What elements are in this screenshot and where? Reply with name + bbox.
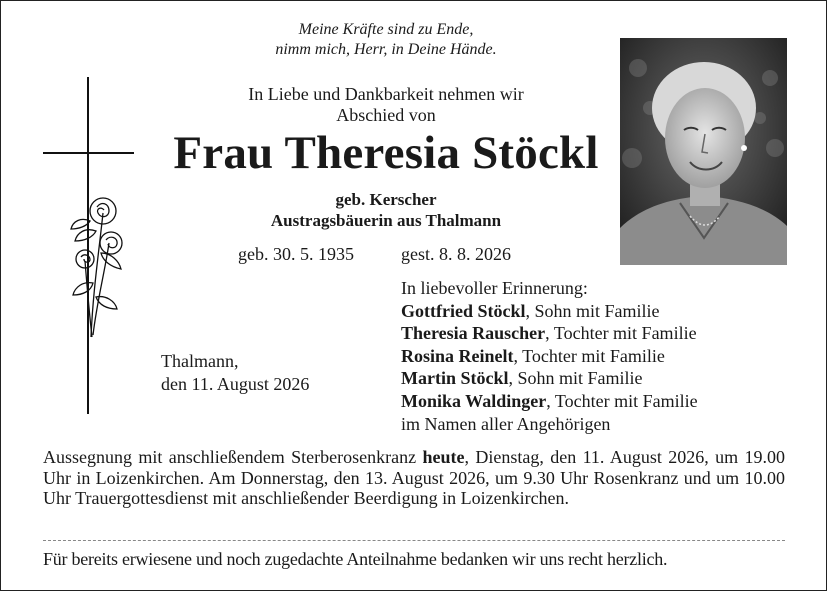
mourners-footer: im Namen aller Angehörigen bbox=[401, 413, 611, 434]
service-details bbox=[43, 447, 785, 509]
cross-horizontal-beam bbox=[43, 152, 134, 154]
list-item bbox=[401, 367, 698, 390]
list-item bbox=[401, 345, 698, 368]
list-item bbox=[401, 390, 698, 413]
mourner-name: Gottfried Stöckl bbox=[401, 300, 526, 321]
portrait-photo bbox=[620, 38, 787, 265]
mourner-relation: , Sohn mit Familie bbox=[525, 300, 660, 321]
quote bbox=[181, 20, 591, 60]
death-date: gest. 8. 8. 2026 bbox=[401, 244, 511, 264]
occupation: Austragsbäuerin aus Thalmann bbox=[270, 211, 502, 230]
mourners-heading: In liebevoller Erinnerung: bbox=[401, 278, 588, 298]
mourner-name: Rosina Reinelt bbox=[401, 345, 514, 366]
service-emphasis: heute bbox=[422, 447, 465, 467]
portrait-photo-drawing bbox=[620, 38, 787, 265]
service-text-part-2: , Dienstag, den 11. August 2026, um 19.00 Uhr in Loizenkirchen. Am Donnerstag, den 13. August 2026, um 9.30 Uhr Rosenkranz und um 10.00 Uhr Trauergottesdienst mit anschließender Beerdigung in Loizenkirchen. bbox=[43, 447, 785, 508]
mourner-name: Monika Waldinger bbox=[401, 390, 547, 411]
maiden-name: geb. Kerscher bbox=[335, 190, 437, 209]
mourner-relation: , Tochter mit Familie bbox=[545, 323, 697, 344]
quote-line-1: Meine Kräfte sind zu Ende, bbox=[298, 21, 474, 38]
intro-line-1: In Liebe und Dankbarkeit nehmen wir bbox=[248, 84, 524, 104]
mourner-name: Theresia Rauscher bbox=[401, 323, 546, 344]
service-text-part-1: Aussegnung mit anschließendem Sterberosenkranz bbox=[43, 447, 423, 467]
divider bbox=[43, 540, 785, 541]
deceased-details bbox=[181, 189, 591, 231]
birth-date: geb. 30. 5. 1935 bbox=[238, 244, 354, 264]
roses-illustration bbox=[63, 191, 131, 339]
quote-line-2: nimm mich, Herr, in Deine Hände. bbox=[275, 41, 497, 58]
place-and-date bbox=[161, 350, 309, 395]
notice-date: den 11. August 2026 bbox=[161, 373, 310, 394]
mourners-list bbox=[401, 277, 698, 435]
place: Thalmann, bbox=[161, 351, 239, 371]
list-item bbox=[401, 322, 698, 345]
thanks-text: Für bereits erwiesene und noch zugedachte Anteilnahme bedanken wir uns recht herzlich. bbox=[43, 549, 668, 569]
list-item bbox=[401, 300, 698, 323]
deceased-name: Frau Theresia Stöckl bbox=[173, 127, 599, 179]
mourner-relation: , Tochter mit Familie bbox=[513, 345, 665, 366]
intro-line-2: Abschied von bbox=[336, 105, 436, 125]
mourner-name: Martin Stöckl bbox=[401, 368, 509, 389]
intro-text bbox=[181, 84, 591, 126]
mourner-relation: , Tochter mit Familie bbox=[546, 390, 698, 411]
mourner-relation: , Sohn mit Familie bbox=[508, 368, 643, 389]
